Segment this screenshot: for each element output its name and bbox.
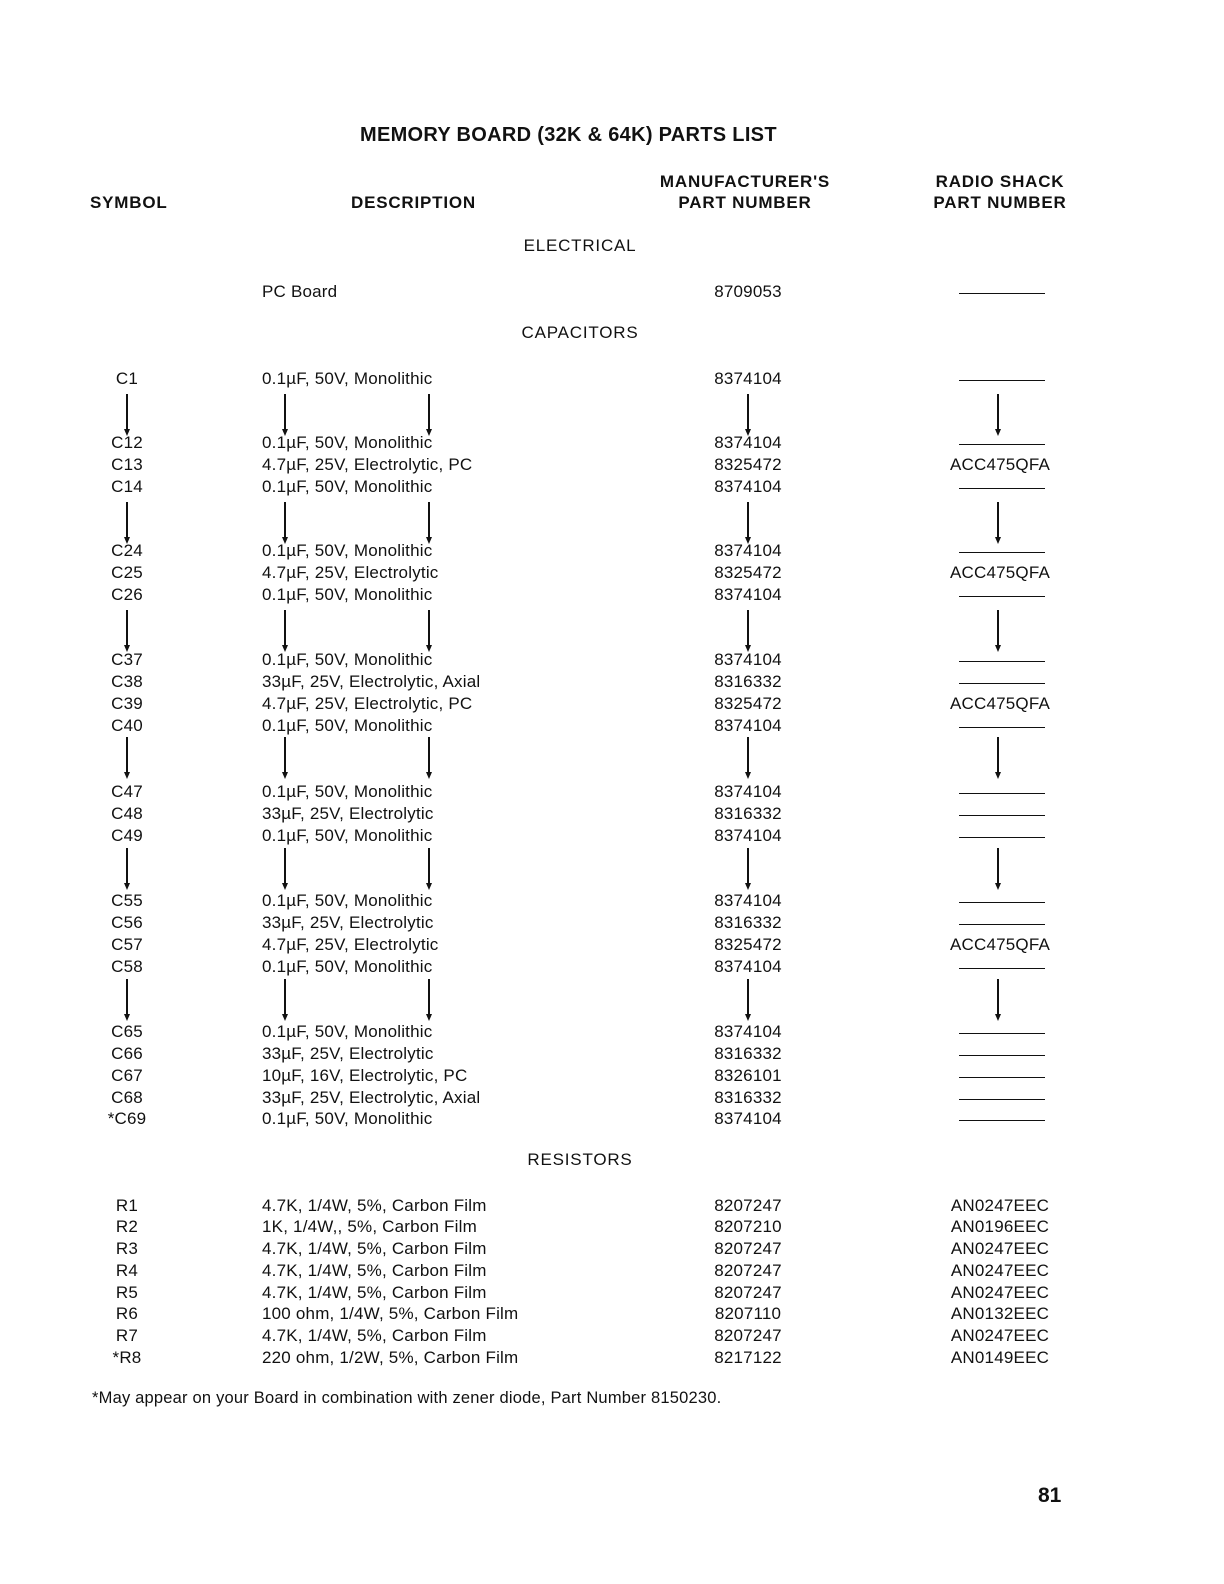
part-rs-cell: AN0149EEC bbox=[950, 1348, 1050, 1367]
part-symbol-cell: C48 bbox=[111, 804, 143, 823]
not-applicable-dash bbox=[959, 488, 1045, 489]
not-applicable-dash bbox=[959, 1077, 1045, 1078]
part-description-cell: 0.1µF, 50V, Monolithic bbox=[262, 369, 433, 388]
part-symbol-cell: C67 bbox=[111, 1066, 143, 1085]
part-symbol-cell: *R8 bbox=[112, 1348, 142, 1367]
not-applicable-dash bbox=[959, 1055, 1045, 1056]
part-description-cell: 1K, 1/4W,, 5%, Carbon Film bbox=[262, 1217, 477, 1236]
not-applicable-dash bbox=[959, 661, 1045, 662]
range-arrow-icon bbox=[120, 737, 134, 779]
range-arrow-icon bbox=[741, 848, 755, 890]
range-arrow-icon bbox=[422, 502, 436, 544]
part-symbol-cell: C13 bbox=[111, 455, 143, 474]
not-applicable-dash bbox=[959, 444, 1045, 445]
part-description-cell: 0.1µF, 50V, Monolithic bbox=[262, 477, 433, 496]
range-arrow-icon bbox=[991, 979, 1005, 1021]
part-mfr-cell: 8207247 bbox=[714, 1261, 782, 1280]
part-rs-cell: ACC475QFA bbox=[949, 455, 1051, 474]
part-description-cell: 0.1µF, 50V, Monolithic bbox=[262, 716, 433, 735]
part-description-cell: 4.7K, 1/4W, 5%, Carbon Film bbox=[262, 1239, 487, 1258]
column-header-description bbox=[351, 192, 476, 213]
not-applicable-dash bbox=[959, 1099, 1045, 1100]
part-description-cell: 33µF, 25V, Electrolytic bbox=[262, 913, 434, 932]
part-mfr-cell: 8207110 bbox=[714, 1304, 782, 1323]
not-applicable-dash bbox=[959, 380, 1045, 381]
part-mfr-cell: 8709053 bbox=[714, 282, 782, 301]
range-arrow-icon bbox=[120, 394, 134, 436]
range-arrow-icon bbox=[741, 979, 755, 1021]
range-arrow-icon bbox=[278, 737, 292, 779]
part-symbol-cell: C14 bbox=[111, 477, 143, 496]
part-mfr-cell: 8326101 bbox=[714, 1066, 782, 1085]
part-description-cell: 4.7µF, 25V, Electrolytic, PC bbox=[262, 694, 473, 713]
part-mfr-cell: 8207247 bbox=[714, 1239, 782, 1258]
part-description-cell: 4.7K, 1/4W, 5%, Carbon Film bbox=[262, 1326, 487, 1345]
part-description-cell: 220 ohm, 1/2W, 5%, Carbon Film bbox=[262, 1348, 519, 1367]
part-symbol-cell: R1 bbox=[115, 1196, 139, 1215]
part-symbol-cell: C38 bbox=[111, 672, 143, 691]
not-applicable-dash bbox=[959, 902, 1045, 903]
not-applicable-dash bbox=[959, 727, 1045, 728]
range-arrow-icon bbox=[422, 848, 436, 890]
range-arrow-icon bbox=[991, 737, 1005, 779]
section-heading-electrical: ELECTRICAL bbox=[523, 236, 637, 255]
footnote: *May appear on your Board in combination with zener diode, Part Number 8150230. bbox=[92, 1389, 722, 1407]
part-description-cell: 0.1µF, 50V, Monolithic bbox=[262, 782, 433, 801]
column-header-radio-shack-line2: PART NUMBER bbox=[933, 193, 1067, 212]
part-description-cell: 0.1µF, 50V, Monolithic bbox=[262, 891, 433, 910]
part-description-cell: 0.1µF, 50V, Monolithic bbox=[262, 957, 433, 976]
part-description-cell: 4.7µF, 25V, Electrolytic, PC bbox=[262, 455, 473, 474]
part-symbol-cell: C56 bbox=[111, 913, 143, 932]
part-mfr-cell: 8374104 bbox=[714, 585, 782, 604]
page-title: MEMORY BOARD (32K & 64K) PARTS LIST bbox=[360, 124, 777, 146]
section-heading-resistors: RESISTORS bbox=[527, 1150, 633, 1169]
range-arrow-icon bbox=[741, 610, 755, 652]
part-description-cell: 0.1µF, 50V, Monolithic bbox=[262, 541, 433, 560]
part-symbol-cell: C65 bbox=[111, 1022, 143, 1041]
part-mfr-cell: 8207247 bbox=[714, 1196, 782, 1215]
part-symbol-cell: C58 bbox=[111, 957, 143, 976]
part-description-cell: 0.1µF, 50V, Monolithic bbox=[262, 433, 433, 452]
part-symbol-cell: C47 bbox=[111, 782, 143, 801]
column-header-radio-shack-line1: RADIO SHACK bbox=[935, 172, 1065, 191]
part-symbol-cell: R5 bbox=[115, 1283, 139, 1302]
part-mfr-cell: 8217122 bbox=[714, 1348, 782, 1367]
part-mfr-cell: 8325472 bbox=[714, 935, 782, 954]
not-applicable-dash bbox=[959, 293, 1045, 294]
part-mfr-cell: 8374104 bbox=[714, 1109, 782, 1128]
column-header-description-text: DESCRIPTION bbox=[351, 193, 476, 212]
part-description-cell: 4.7K, 1/4W, 5%, Carbon Film bbox=[262, 1196, 487, 1215]
range-arrow-icon bbox=[741, 502, 755, 544]
part-mfr-cell: 8325472 bbox=[714, 694, 782, 713]
part-mfr-cell: 8207247 bbox=[714, 1283, 782, 1302]
not-applicable-dash bbox=[959, 793, 1045, 794]
part-symbol-cell: C55 bbox=[111, 891, 143, 910]
part-description-cell: 0.1µF, 50V, Monolithic bbox=[262, 585, 433, 604]
part-symbol-cell: C25 bbox=[111, 563, 143, 582]
part-description-cell: 0.1µF, 50V, Monolithic bbox=[262, 826, 433, 845]
part-mfr-cell: 8316332 bbox=[714, 913, 782, 932]
part-symbol-cell: C24 bbox=[111, 541, 143, 560]
part-symbol-cell: C37 bbox=[111, 650, 143, 669]
part-symbol-cell: C68 bbox=[111, 1088, 143, 1107]
part-description-cell: 4.7K, 1/4W, 5%, Carbon Film bbox=[262, 1283, 487, 1302]
part-rs-cell: ACC475QFA bbox=[949, 694, 1051, 713]
range-arrow-icon bbox=[278, 610, 292, 652]
part-rs-cell: ACC475QFA bbox=[949, 935, 1051, 954]
part-symbol-cell: R3 bbox=[115, 1239, 139, 1258]
not-applicable-dash bbox=[959, 924, 1045, 925]
part-description-cell: 10µF, 16V, Electrolytic, PC bbox=[262, 1066, 468, 1085]
part-symbol-cell: C40 bbox=[111, 716, 143, 735]
range-arrow-icon bbox=[278, 979, 292, 1021]
part-description-cell: 4.7µF, 25V, Electrolytic bbox=[262, 563, 439, 582]
not-applicable-dash bbox=[959, 552, 1045, 553]
part-mfr-cell: 8316332 bbox=[714, 804, 782, 823]
not-applicable-dash bbox=[959, 815, 1045, 816]
range-arrow-icon bbox=[991, 848, 1005, 890]
range-arrow-icon bbox=[741, 394, 755, 436]
part-symbol-cell: *C69 bbox=[107, 1109, 147, 1128]
range-arrow-icon bbox=[422, 979, 436, 1021]
part-description-cell: 33µF, 25V, Electrolytic, Axial bbox=[262, 672, 481, 691]
part-description-cell: 100 ohm, 1/4W, 5%, Carbon Film bbox=[262, 1304, 519, 1323]
column-header-manufacturer-line2: PART NUMBER bbox=[678, 193, 812, 212]
part-description-cell: 4.7µF, 25V, Electrolytic bbox=[262, 935, 439, 954]
not-applicable-dash bbox=[959, 1033, 1045, 1034]
range-arrow-icon bbox=[991, 502, 1005, 544]
part-rs-cell: AN0247EEC bbox=[950, 1239, 1050, 1258]
range-arrow-icon bbox=[422, 394, 436, 436]
part-mfr-cell: 8374104 bbox=[714, 716, 782, 735]
part-mfr-cell: 8316332 bbox=[714, 672, 782, 691]
not-applicable-dash bbox=[959, 1120, 1045, 1121]
part-symbol-cell: R6 bbox=[115, 1304, 139, 1323]
part-description-cell: 33µF, 25V, Electrolytic bbox=[262, 1044, 434, 1063]
not-applicable-dash bbox=[959, 683, 1045, 684]
part-rs-cell: AN0196EEC bbox=[950, 1217, 1050, 1236]
range-arrow-icon bbox=[120, 502, 134, 544]
part-description-cell: 33µF, 25V, Electrolytic, Axial bbox=[262, 1088, 481, 1107]
page-number: 81 bbox=[1038, 1484, 1062, 1507]
range-arrow-icon bbox=[278, 848, 292, 890]
part-symbol-cell: R2 bbox=[115, 1217, 139, 1236]
range-arrow-icon bbox=[120, 848, 134, 890]
part-mfr-cell: 8374104 bbox=[714, 957, 782, 976]
part-mfr-cell: 8207247 bbox=[714, 1326, 782, 1345]
part-mfr-cell: 8374104 bbox=[714, 782, 782, 801]
part-rs-cell: AN0132EEC bbox=[950, 1304, 1050, 1323]
part-description-cell: 4.7K, 1/4W, 5%, Carbon Film bbox=[262, 1261, 487, 1280]
part-mfr-cell: 8325472 bbox=[714, 455, 782, 474]
part-description-cell: 0.1µF, 50V, Monolithic bbox=[262, 650, 433, 669]
not-applicable-dash bbox=[959, 968, 1045, 969]
part-symbol-cell: C1 bbox=[115, 369, 139, 388]
range-arrow-icon bbox=[278, 502, 292, 544]
part-symbol-cell: C12 bbox=[111, 433, 143, 452]
part-mfr-cell: 8207210 bbox=[714, 1217, 782, 1236]
part-rs-cell: ACC475QFA bbox=[949, 563, 1051, 582]
part-mfr-cell: 8316332 bbox=[714, 1088, 782, 1107]
part-mfr-cell: 8374104 bbox=[714, 369, 782, 388]
part-symbol-cell: C66 bbox=[111, 1044, 143, 1063]
part-symbol-cell: C57 bbox=[111, 935, 143, 954]
range-arrow-icon bbox=[991, 394, 1005, 436]
range-arrow-icon bbox=[422, 610, 436, 652]
range-arrow-icon bbox=[278, 394, 292, 436]
part-mfr-cell: 8374104 bbox=[714, 650, 782, 669]
column-header-radio-shack-part-number bbox=[915, 171, 1085, 213]
range-arrow-icon bbox=[991, 610, 1005, 652]
part-symbol-cell: R4 bbox=[115, 1261, 139, 1280]
range-arrow-icon bbox=[120, 610, 134, 652]
column-header-symbol bbox=[90, 192, 168, 213]
not-applicable-dash bbox=[959, 596, 1045, 597]
part-mfr-cell: 8374104 bbox=[714, 477, 782, 496]
range-arrow-icon bbox=[422, 737, 436, 779]
part-description-cell: 0.1µF, 50V, Monolithic bbox=[262, 1109, 433, 1128]
part-symbol-cell: C39 bbox=[111, 694, 143, 713]
part-rs-cell: AN0247EEC bbox=[950, 1196, 1050, 1215]
range-arrow-icon bbox=[120, 979, 134, 1021]
part-mfr-cell: 8316332 bbox=[714, 1044, 782, 1063]
section-heading-capacitors: CAPACITORS bbox=[521, 323, 639, 342]
part-mfr-cell: 8374104 bbox=[714, 891, 782, 910]
column-header-symbol-text: SYMBOL bbox=[90, 193, 168, 212]
part-description-cell: 33µF, 25V, Electrolytic bbox=[262, 804, 434, 823]
part-mfr-cell: 8325472 bbox=[714, 563, 782, 582]
not-applicable-dash bbox=[959, 837, 1045, 838]
part-description-cell: PC Board bbox=[262, 282, 338, 301]
part-description-cell: 0.1µF, 50V, Monolithic bbox=[262, 1022, 433, 1041]
part-symbol-cell: C49 bbox=[111, 826, 143, 845]
part-mfr-cell: 8374104 bbox=[714, 541, 782, 560]
range-arrow-icon bbox=[741, 737, 755, 779]
part-mfr-cell: 8374104 bbox=[714, 433, 782, 452]
column-header-manufacturer-line1: MANUFACTURER'S bbox=[659, 172, 831, 191]
part-rs-cell: AN0247EEC bbox=[950, 1261, 1050, 1280]
part-rs-cell: AN0247EEC bbox=[950, 1283, 1050, 1302]
part-mfr-cell: 8374104 bbox=[714, 826, 782, 845]
part-rs-cell: AN0247EEC bbox=[950, 1326, 1050, 1345]
part-mfr-cell: 8374104 bbox=[714, 1022, 782, 1041]
part-symbol-cell: C26 bbox=[111, 585, 143, 604]
part-symbol-cell: R7 bbox=[115, 1326, 139, 1345]
column-header-manufacturer-part-number bbox=[640, 171, 850, 213]
